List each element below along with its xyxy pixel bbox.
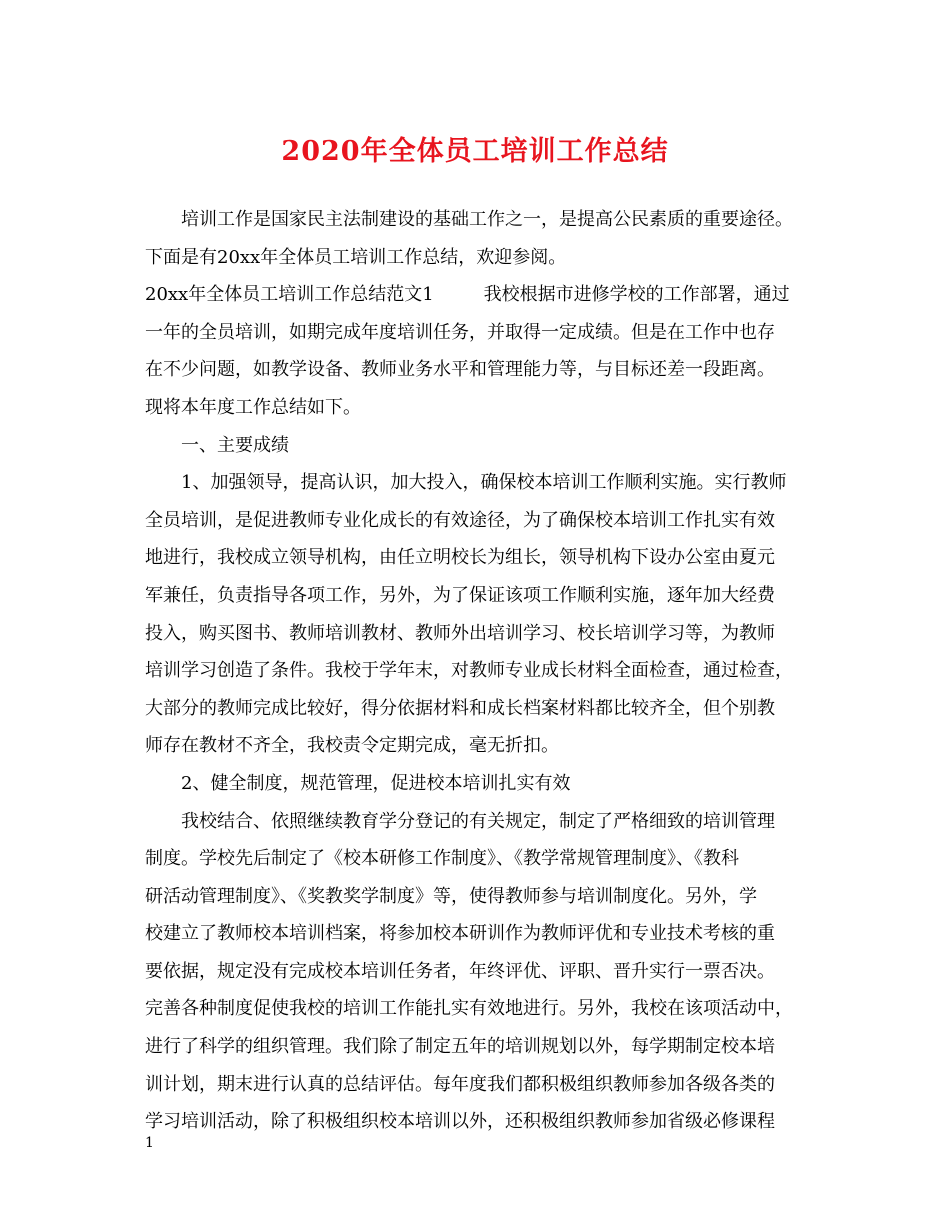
document-title: 2020年全体员工培训工作总结 [281, 136, 669, 167]
sample-heading: 20xx年全体员工培训工作总结范文1 [145, 284, 434, 306]
paragraph-line: 一年的全员培训，如期完成年度培训任务，并取得一定成绩。但是在工作中也存 [145, 321, 775, 343]
paragraph-line: 进行了科学的组织管理。我们除了制定五年的培训规划以外，每学期制定校本培 [145, 1036, 775, 1058]
paragraph-line: 制度。学校先后制定了《校本研修工作制度》、《教学常规管理制度》、《教科 [145, 848, 739, 870]
paragraph-line: 投入，购买图书、教师培训教材、教师外出培训学习、校长培训学习等，为教师 [145, 622, 775, 644]
paragraph-line: 大部分的教师完成比较好，得分依据材料和成长档案材料都比较齐全，但个别教 [145, 697, 775, 719]
paragraph-line: 1、加强领导，提高认识，加大投入，确保校本培训工作顺利实施。实行教师 [181, 472, 787, 494]
section-heading: 一、主要成绩 [181, 434, 289, 456]
paragraph-line: 培训学习创造了条件。我校于学年末，对教师专业成长材料全面检查，通过检查， [145, 660, 793, 682]
paragraph-line: 研活动管理制度》、《奖教奖学制度》等，使得教师参与培训制度化。另外，学 [145, 885, 757, 907]
paragraph-line: 完善各种制度促使我校的培训工作能扎实有效地进行。另外，我校在该项活动中， [145, 998, 793, 1020]
paragraph-line: 训计划，期末进行认真的总结评估。每年度我们都积极组织教师参加各级各类的 [145, 1073, 775, 1095]
subsection-heading: 2、健全制度，规范管理，促进校本培训扎实有效 [181, 772, 571, 794]
paragraph-line-combined [145, 276, 811, 314]
paragraph-line: 在不少问题，如教学设备、教师业务水平和管理能力等，与目标还差一段距离。 [145, 359, 775, 381]
paragraph-line: 培训工作是国家民主法制建设的基础工作之一，是提高公民素质的重要途径。 [181, 209, 793, 230]
paragraph-line: 全员培训，是促进教师专业化成长的有效途径，为了确保校本培训工作扎实有效 [145, 509, 775, 531]
paragraph-line: 师存在教材不齐全，我校责令定期完成，毫无折扣。 [145, 735, 559, 757]
paragraph-line: 军兼任，负责指导各项工作，另外，为了保证该项工作顺利实施，逐年加大经费 [145, 584, 775, 606]
paragraph-line: 我校结合、依照继续教育学分登记的有关规定，制定了严格细致的培训管理 [181, 810, 775, 832]
paragraph-line: 要依据，规定没有完成校本培训任务者，年终评优、评职、晋升实行一票否决。 [145, 960, 775, 982]
paragraph-line: 学习培训活动，除了积极组织校本培训以外，还积极组织教师参加省级必修课程 [145, 1111, 775, 1133]
paragraph-line: 我校根据市进修学校的工作部署，通过 [483, 284, 790, 306]
paragraph-line: 现将本年度工作总结如下。 [145, 396, 361, 418]
page-number: 1 [145, 1135, 154, 1151]
paragraph-line: 校建立了教师校本培训档案，将参加校本研训作为教师评优和专业技术考核的重 [145, 923, 775, 945]
paragraph-line: 地进行，我校成立领导机构，由任立明校长为组长，领导机构下设办公室由夏元 [145, 547, 775, 569]
document-body [145, 201, 811, 1141]
paragraph-line: 下面是有20xx年全体员工培训工作总结，欢迎参阅。 [145, 246, 567, 268]
